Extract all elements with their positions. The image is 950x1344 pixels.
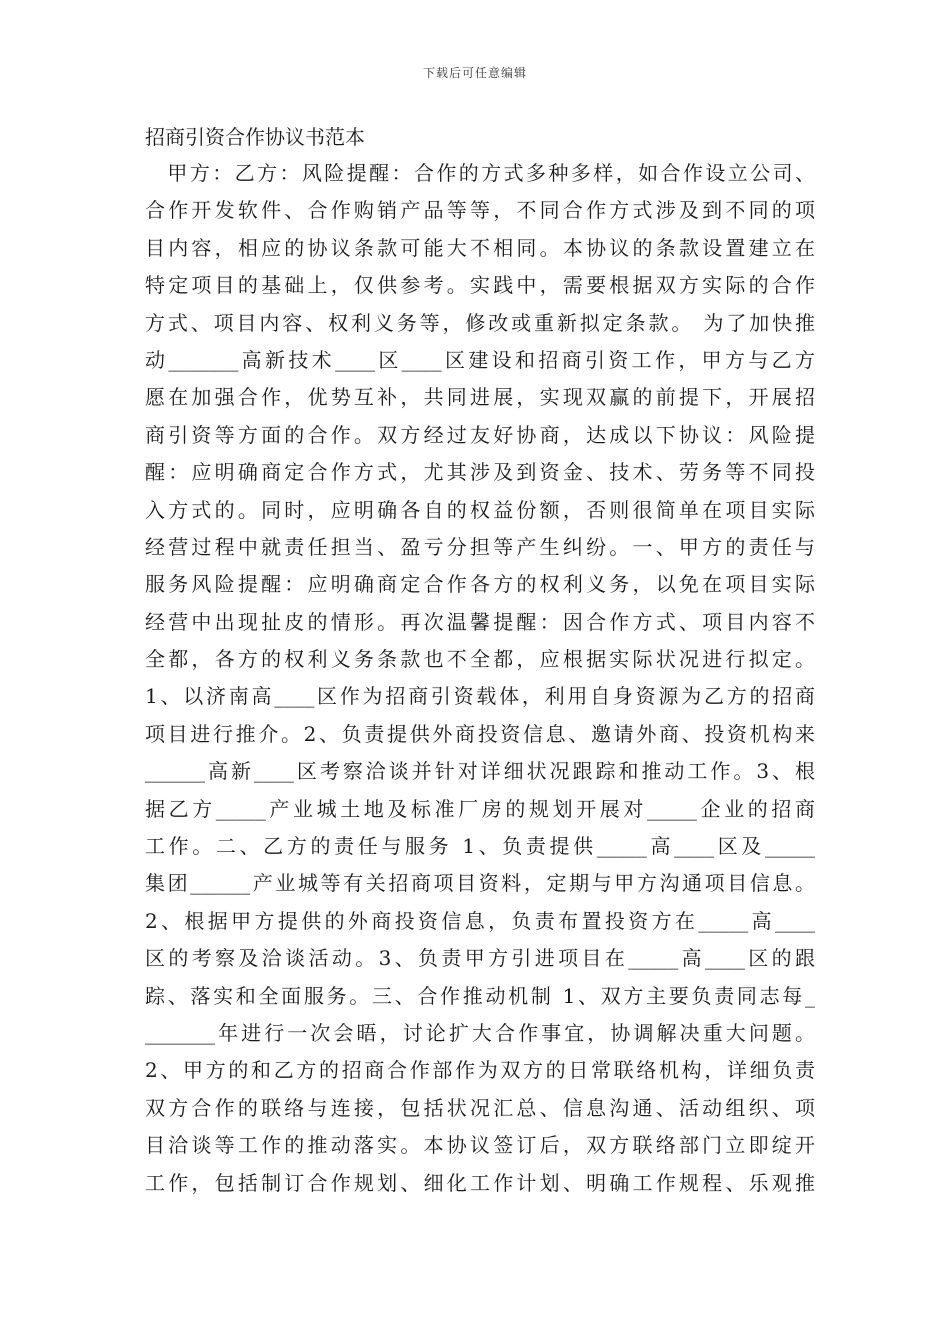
body-text-line: 区的考察及洽谈活动。3、负责甲方引进项目在_____高____区的跟 (145, 946, 815, 971)
body-text-line: 踪、落实和全面服务。三、合作推动机制 1、双方主要负责同志每_ (145, 983, 815, 1008)
body-text-line: 双方合作的联络与连接，包括状况汇总、信息沟通、活动组织、项 (145, 1095, 815, 1120)
body-text-line: 合作开发软件、合作购销产品等等，不同合作方式涉及到不同的项 (145, 198, 815, 223)
body-text-line: 经营过程中就责任担当、盈亏分担等产生纠纷。一、甲方的责任与 (145, 534, 815, 559)
document-title: 招商引资合作协议书范本 (145, 125, 365, 149)
body-text-line: 集团______产业城等有关招商项目资料，定期与甲方沟通项目信息。 (145, 871, 815, 896)
body-text-line: 2、甲方的和乙方的招商合作部作为双方的日常联络机构，详细负责 (145, 1058, 815, 1083)
body-text-line: 服务风险提醒：应明确商定合作各方的权利义务，以免在项目实际 (145, 572, 815, 597)
body-text-line: 目洽谈等工作的推动落实。本协议签订后，双方联络部门立即绽开 (145, 1133, 815, 1158)
body-text-line: ______高新____区考察洽谈并针对详细状况跟踪和推动工作。3、根 (145, 759, 815, 784)
body-text-line: 工作。二、乙方的责任与服务 1、负责提供_____高____区及_____ (145, 834, 815, 859)
body-text-line: 2、根据甲方提供的外商投资信息，负责布置投资方在_____高____ (145, 908, 815, 933)
body-text-line: 经营中出现扯皮的情形。再次温馨提醒：因合作方式、项目内容不 (145, 609, 815, 634)
body-text-line: 入方式的。同时，应明确各自的权益份额，否则很简单在项目实际 (145, 497, 815, 522)
body-text-line: 商引资等方面的合作。双方经过友好协商，达成以下协议：风险提 (145, 422, 815, 447)
body-text-line: 方式、项目内容、权利义务等，修改或重新拟定条款。 为了加快推 (145, 310, 815, 335)
body-text-line: 全都，各方的权利义务条款也不全都，应根据实际状况进行拟定。 (145, 647, 815, 672)
body-text-line: 项目进行推介。2、负责提供外商投资信息、邀请外商、投资机构来 (145, 721, 815, 746)
body-text-line: 据乙方_____产业城土地及标准厂房的规划开展对_____企业的招商 (145, 796, 815, 821)
document-body (145, 155, 815, 1202)
body-text-line: _______年进行一次会晤，讨论扩大合作事宜，协调解决重大问题。 (145, 1020, 815, 1045)
body-text-line: 醒：应明确商定合作方式，尤其涉及到资金、技术、劳务等不同投 (145, 460, 815, 485)
body-text-line: 目内容，相应的协议条款可能大不相同。本协议的条款设置建立在 (145, 235, 815, 260)
body-text-line: 工作，包括制订合作规划、细化工作计划、明确工作规程、乐观推 (145, 1170, 815, 1195)
body-text-line: 甲方：乙方：风险提醒：合作的方式多种多样，如合作设立公司、 (145, 161, 815, 185)
body-text-line: 特定项目的基础上，仅供参考。实践中，需要根据双方实际的合作 (145, 273, 815, 298)
page-header: 下载后可任意编辑 (422, 66, 527, 80)
body-text-line: 1、以济南高____区作为招商引资载体，利用自身资源为乙方的招商 (145, 684, 815, 709)
body-text-line: 愿在加强合作，优势互补，共同进展，实现双赢的前提下，开展招 (145, 385, 815, 410)
body-text-line: 动_______高新技术____区____区建设和招商引资工作，甲方与乙方 (145, 347, 815, 372)
